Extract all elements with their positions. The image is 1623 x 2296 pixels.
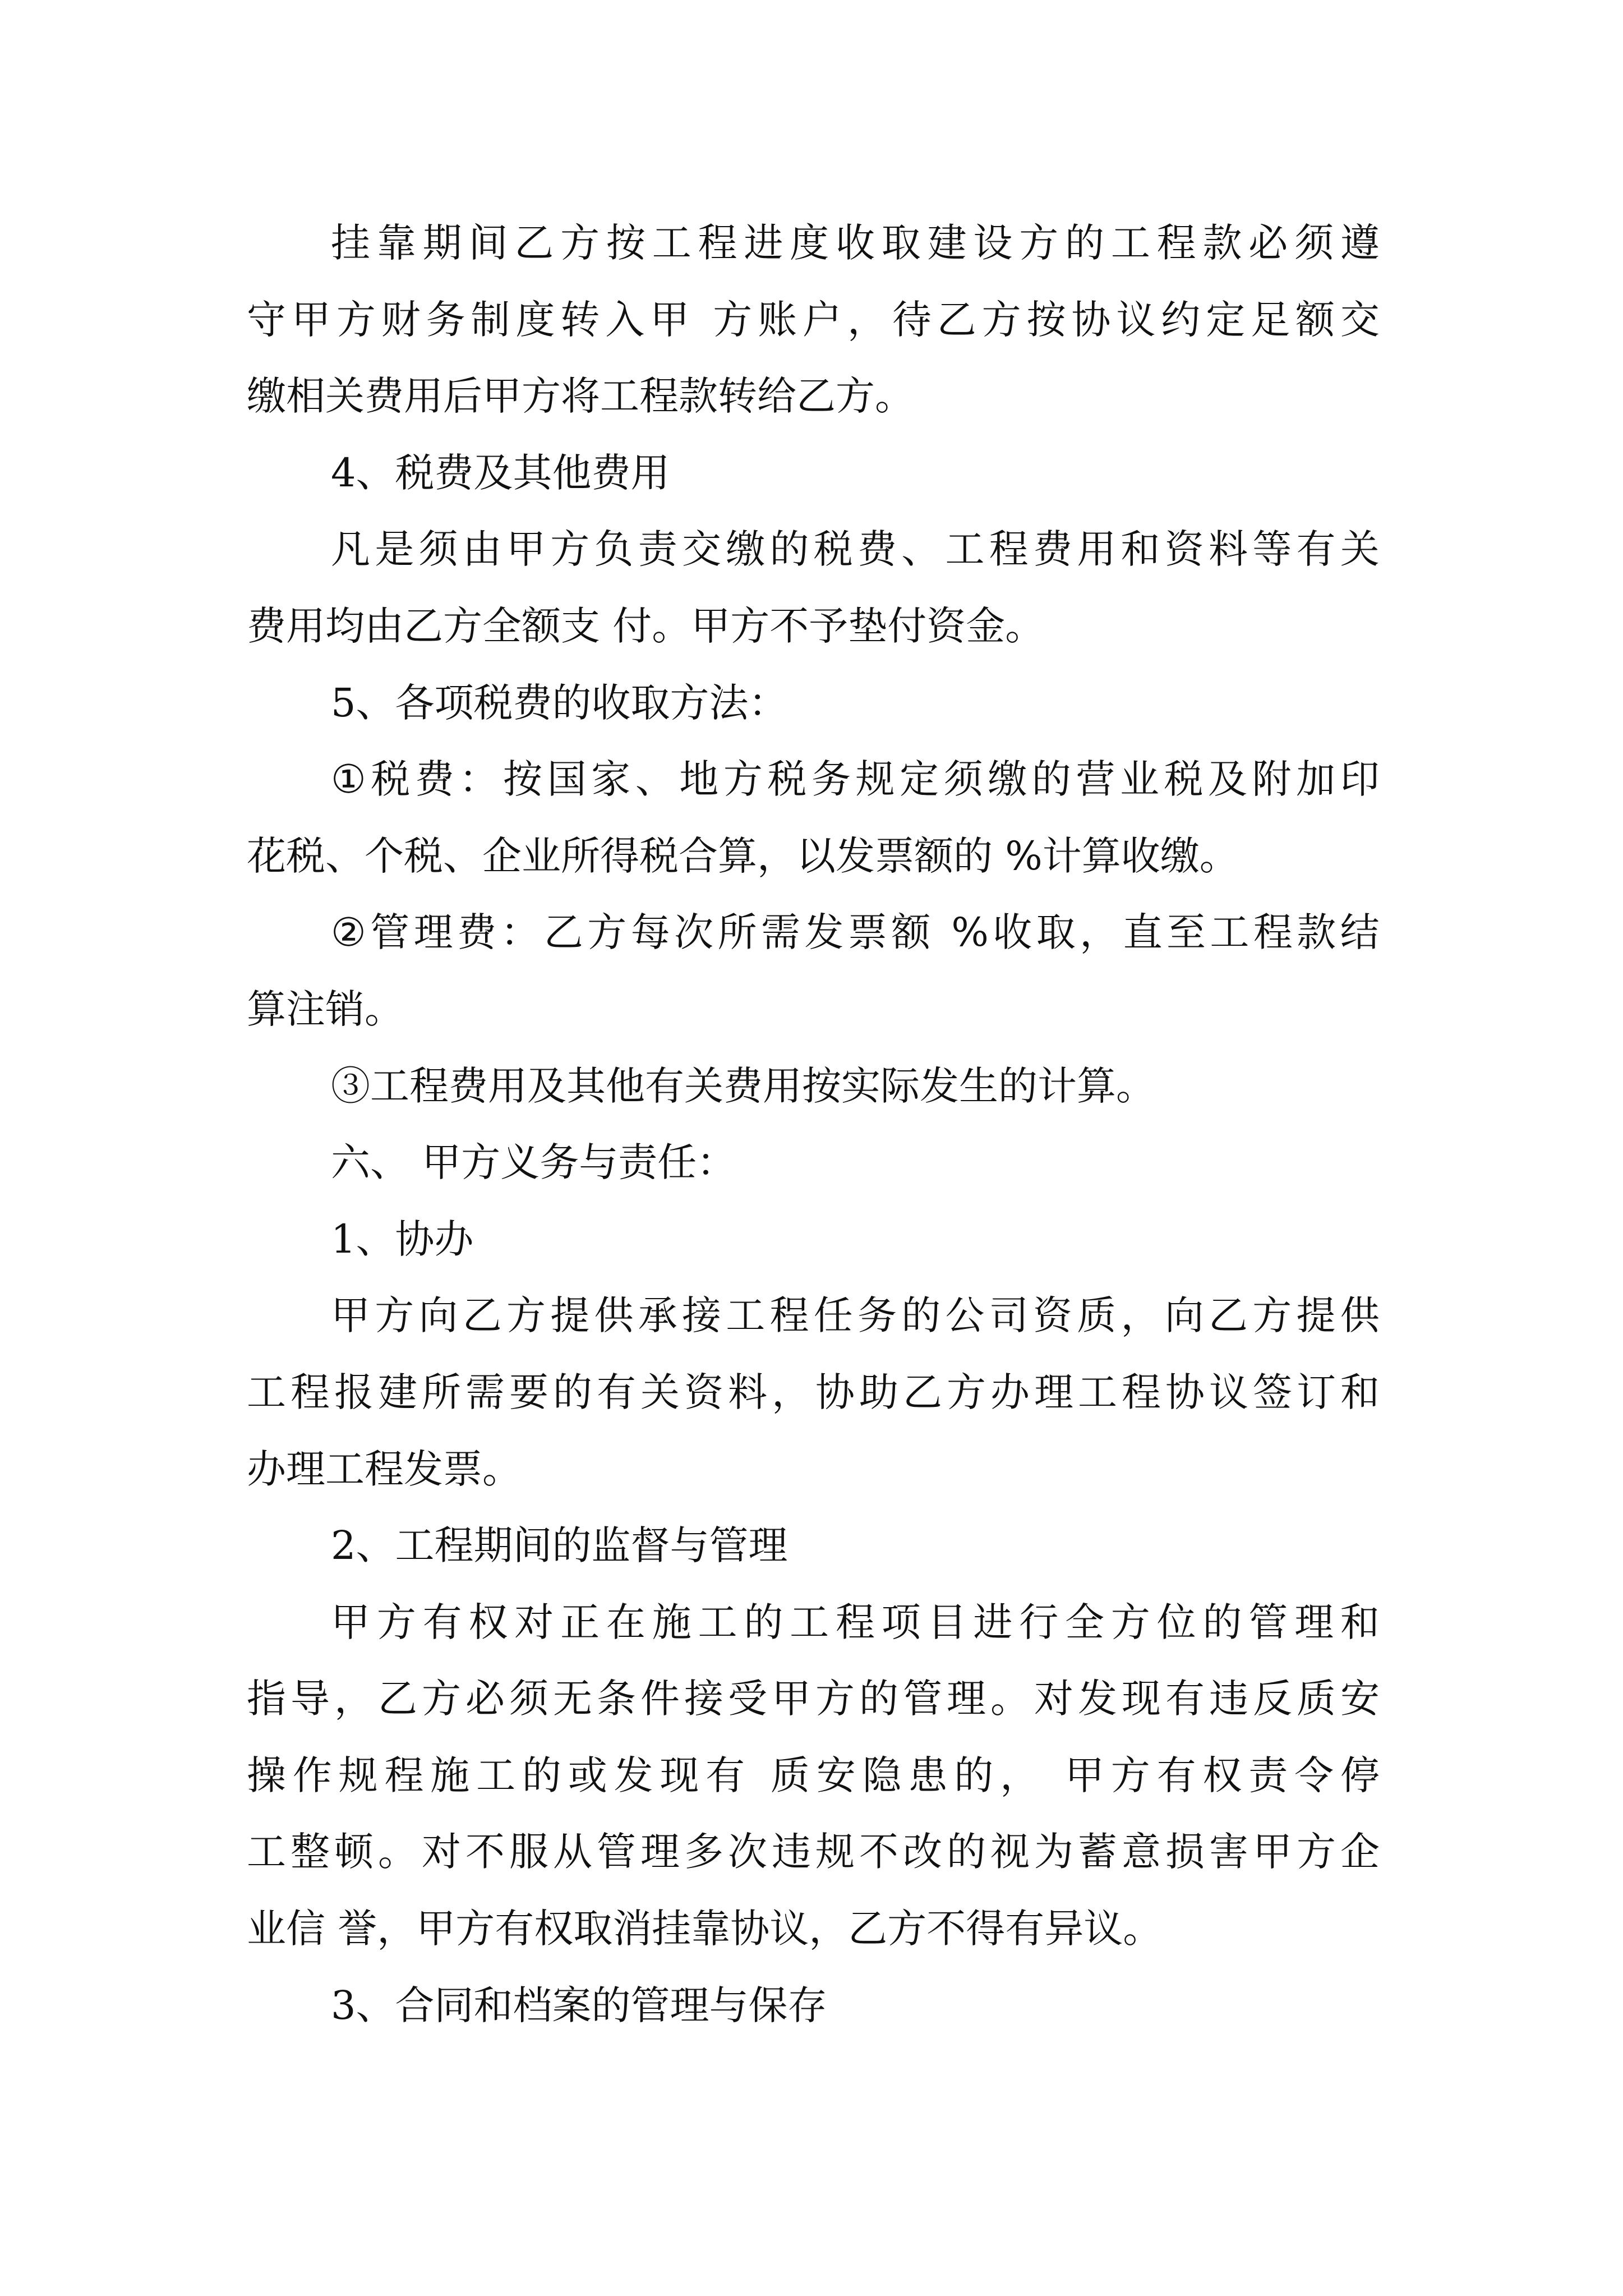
text-line: 工 整 顿 。 对 不 服 从 管 理 多 次 违 规 不 改 的 视 为 蓄 意 损 害 甲 方 企 bbox=[247, 1829, 1380, 1875]
text-line: 算注销。 bbox=[247, 986, 404, 1032]
text-line: ② 管 理 费 ： 乙 方 每 次 所 需 发 票 额 % 收 取 ， 直 至 工 程 款 结 bbox=[331, 909, 1380, 956]
text-line: ① 税 费 ： 按 国 家 、 地 方 税 务 规 定 须 缴 的 营 业 税 及 附 加 印 bbox=[331, 756, 1380, 803]
text-line: 花税、个税、企业所得税合算，以发票额的 %计算收缴。 bbox=[247, 832, 1239, 879]
text-line: 1、协办 bbox=[331, 1216, 474, 1262]
text-line: 甲 方 向 乙 方 提 供 承 接 工 程 任 务 的 公 司 资 质 ， 向 乙 方 提 供 bbox=[331, 1292, 1380, 1339]
text-line: 费用均由乙方全额支 付。甲方不予垫付资金。 bbox=[247, 602, 1045, 649]
text-line: 凡 是 须 由 甲 方 负 责 交 缴 的 税 费 、 工 程 费 用 和 资 料 等 有 关 bbox=[331, 526, 1380, 573]
text-line: 操 作 规 程 施 工 的 或 发 现 有 质 安 隐 患 的 ， 甲 方 有 权 责 令 停 bbox=[247, 1752, 1380, 1798]
text-line: 挂 靠 期 间 乙 方 按 工 程 进 度 收 取 建 设 方 的 工 程 款 必 须 遵 bbox=[331, 220, 1380, 266]
document-body bbox=[247, 205, 1380, 2044]
text-line: 3、合同和档案的管理与保存 bbox=[331, 1982, 827, 2028]
text-line: 守 甲 方 财 务 制 度 转 入 甲 方 账 户 ， 待 乙 方 按 协 议 约 定 足 额 交 bbox=[247, 296, 1380, 343]
text-line: 2、工程期间的监督与管理 bbox=[331, 1522, 788, 1569]
text-line: 办理工程发票。 bbox=[247, 1446, 522, 1492]
text-line: 4、税费及其他费用 bbox=[331, 449, 670, 496]
text-line: 5、各项税费的收取方法： bbox=[331, 679, 788, 726]
text-line: 业信 誉，甲方有权取消挂靠协议，乙方不得有异议。 bbox=[247, 1906, 1163, 1952]
text-line: ③工程费用及其他有关费用按实际发生的计算。 bbox=[331, 1062, 1155, 1109]
text-line: 工 程 报 建 所 需 要 的 有 关 资 料 ， 协 助 乙 方 办 理 工 程 协 议 签 订 和 bbox=[247, 1369, 1380, 1415]
text-line: 甲 方 有 权 对 正 在 施 工 的 工 程 项 目 进 行 全 方 位 的 管 理 和 bbox=[331, 1599, 1380, 1645]
text-line: 缴相关费用后甲方将工程款转给乙方。 bbox=[247, 373, 914, 420]
text-line: 指 导 ， 乙 方 必 须 无 条 件 接 受 甲 方 的 管 理 。 对 发 现 有 违 反 质 安 bbox=[247, 1676, 1380, 1722]
text-line: 六、 甲方义务与责任： bbox=[331, 1139, 736, 1186]
